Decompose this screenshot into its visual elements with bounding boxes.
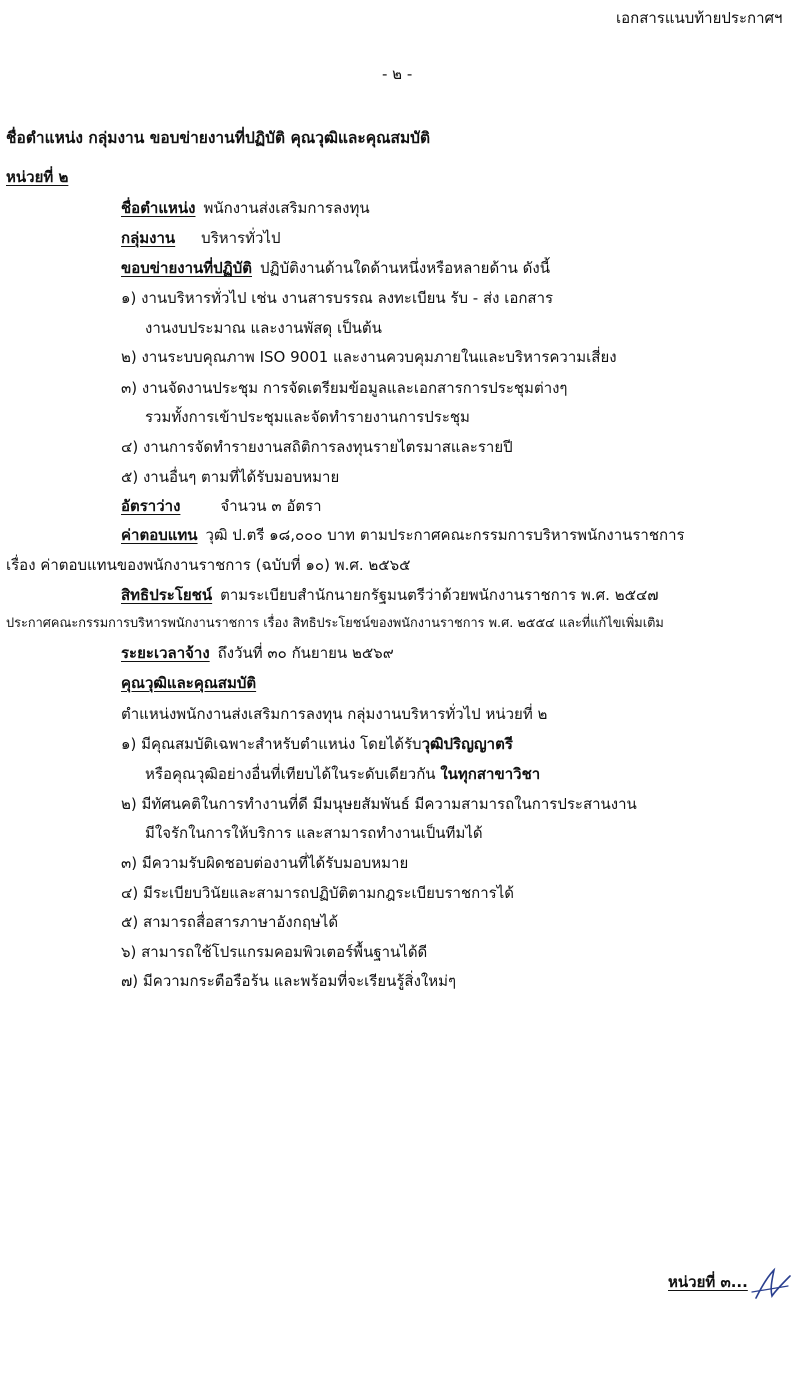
- group-value: บริหารทั่วไป: [201, 229, 281, 247]
- q1b-bold: ในทุกสาขาวิชา: [440, 765, 541, 783]
- scope-item: ๕) งานอื่นๆ ตามที่ได้รับมอบหมาย: [121, 468, 340, 486]
- q1-bold: วุฒิปริญญาตรี: [421, 735, 513, 753]
- qualification-item: ๓) มีความรับผิดชอบต่องานที่ได้รับมอบหมาย: [121, 854, 409, 872]
- vacancy-value: จำนวน ๓ อัตรา: [220, 497, 322, 515]
- unit-label: หน่วยที่ ๒: [6, 168, 69, 186]
- vacancy-row: [121, 496, 322, 516]
- term-row: [121, 643, 394, 663]
- position-row: [121, 198, 370, 218]
- compensation-label: ค่าตอบแทน: [121, 526, 198, 544]
- qualification-item: ๒) มีทัศนคติในการทำงานที่ดี มีมนุษยสัมพันธ์ มีความสามารถในการประสานงาน: [121, 795, 637, 813]
- qualification-item: [121, 734, 513, 754]
- scope-label: ขอบข่ายงานที่ปฏิบัติ: [121, 259, 252, 277]
- scope-item: ๔) งานการจัดทำรายงานสถิติการลงทุนรายไตรมาสและรายปี: [121, 438, 513, 456]
- group-row: [121, 228, 281, 248]
- q1b-prefix: หรือคุณวุฒิอย่างอื่นที่เทียบได้ในระดับเดียวกัน: [145, 765, 436, 783]
- q1-prefix: ๑) มีคุณสมบัติเฉพาะสำหรับตำแหน่ง โดยได้รับ: [121, 735, 422, 753]
- page-number: - ๒ -: [382, 65, 413, 83]
- compensation-line2: เรื่อง ค่าตอบแทนของพนักงานราชการ (ฉบับที่ ๑๐) พ.ศ. ๒๕๖๕: [6, 556, 411, 574]
- qualifications-intro: ตำแหน่งพนักงานส่งเสริมการลงทุน กลุ่มงานบริหารทั่วไป หน่วยที่ ๒: [121, 705, 548, 723]
- position-value: พนักงานส่งเสริมการลงทุน: [203, 199, 370, 217]
- qualification-item: ๔) มีระเบียบวินัยและสามารถปฏิบัติตามกฎระเบียบราชการได้: [121, 884, 514, 902]
- term-value: ถึงวันที่ ๓๐ กันยายน ๒๕๖๙: [217, 644, 394, 662]
- qualification-item: [145, 764, 540, 784]
- benefits-label: สิทธิประโยชน์: [121, 586, 213, 604]
- benefits-row: [121, 585, 659, 605]
- qualifications-label: คุณวุฒิและคุณสมบัติ: [121, 674, 257, 692]
- qualification-item: มีใจรักในการให้บริการ และสามารถทำงานเป็นทีมได้: [145, 824, 483, 842]
- term-label: ระยะเวลาจ้าง: [121, 644, 210, 662]
- scope-item: ๒) งานระบบคุณภาพ ISO 9001 และงานควบคุมภายในและบริหารความเสี่ยง: [121, 348, 617, 366]
- signature-mark: [748, 1262, 794, 1308]
- benefits-line2: ประกาศคณะกรรมการบริหารพนักงานราชการ เรื่อง สิทธิประโยชน์ของพนักงานราชการ พ.ศ. ๒๕๕๔ และที่แก้ไขเพิ่มเติม: [6, 616, 664, 631]
- benefits-line1: ตามระเบียบสำนักนายกรัฐมนตรีว่าด้วยพนักงานราชการ พ.ศ. ๒๕๔๗: [220, 586, 659, 604]
- compensation-line1: วุฒิ ป.ตรี ๑๘,๐๐๐ บาท ตามประกาศคณะกรรมการบริหารพนักงานราชการ: [205, 526, 685, 544]
- qualification-item: ๕) สามารถสื่อสารภาษาอังกฤษได้: [121, 913, 339, 931]
- next-page-label: หน่วยที่ ๓...: [668, 1273, 748, 1291]
- scope-item: ๑) งานบริหารทั่วไป เช่น งานสารบรรณ ลงทะเบียน รับ - ส่ง เอกสาร: [121, 289, 554, 307]
- qualification-item: ๖) สามารถใช้โปรแกรมคอมพิวเตอร์พื้นฐานได้ดี: [121, 943, 428, 961]
- position-label: ชื่อตำแหน่ง: [121, 199, 196, 217]
- compensation-row: [121, 525, 685, 545]
- group-label: กลุ่มงาน: [121, 229, 176, 247]
- scope-item: งานงบประมาณ และงานพัสดุ เป็นต้น: [145, 319, 382, 337]
- section-title: ชื่อตำแหน่ง กลุ่มงาน ขอบข่ายงานที่ปฏิบัติ คุณวุฒิและคุณสมบัติ: [6, 129, 431, 147]
- qualification-item: ๗) มีความกระตือรือร้น และพร้อมที่จะเรียนรู้สิ่งใหม่ๆ: [121, 972, 457, 990]
- scope-intro: ปฏิบัติงานด้านใดด้านหนึ่งหรือหลายด้าน ดังนี้: [260, 259, 550, 277]
- scope-item: ๓) งานจัดงานประชุม การจัดเตรียมข้อมูลและเอกสารการประชุมต่างๆ: [121, 379, 568, 397]
- scope-row: [121, 258, 550, 278]
- attachment-note: เอกสารแนบท้ายประกาศฯ: [616, 9, 783, 27]
- vacancy-label: อัตราว่าง: [121, 497, 181, 515]
- scope-item: รวมทั้งการเข้าประชุมและจัดทำรายงานการประชุม: [145, 408, 470, 426]
